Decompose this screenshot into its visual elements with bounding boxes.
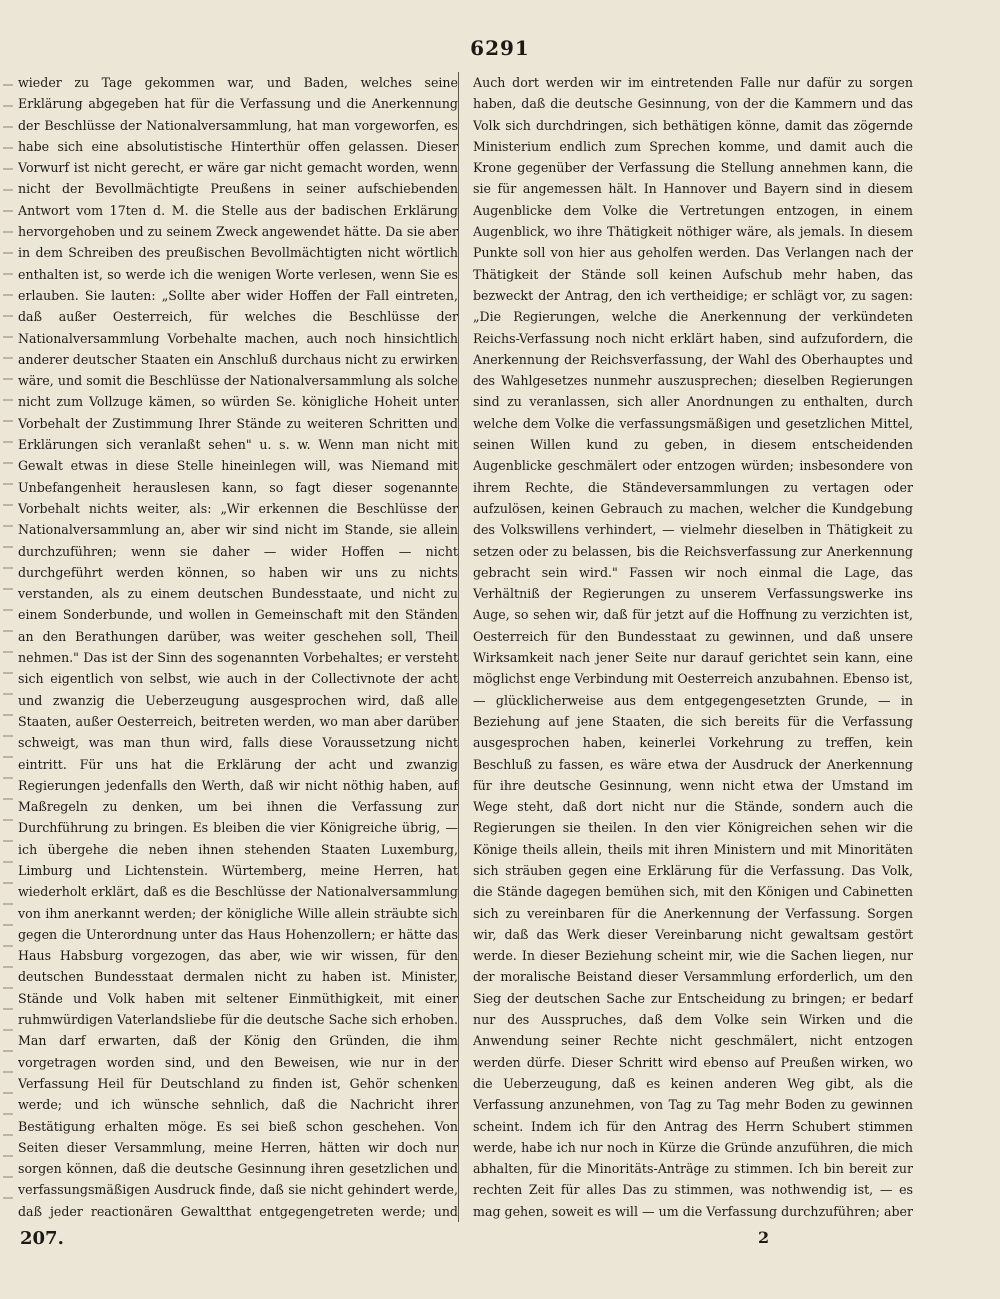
right-column-text: Auch dort werden wir im eintretenden Falle nur dafür zu sorgen haben, daß die deutsche Gesinnung, von der die Kammern und das Volk sich durchdringen, sich bethätigen könne, damit das zögernde Ministerium endlich zum Sprechen komme, und damit auch die Krone gegenüber der Verfassung die Stellung annehmen kann, die sie für angemessen hält. In Hannover und Bayern sind in diesem Augenblicke dem Volke die Vertretungen entzogen, in einem Augenblick, wo ihre Thätigkeit nöthiger wäre, als jemals. In diesem Punkte soll von hier aus geholfen werden. Das Verlangen nach der Thätigkeit der Stände soll keinen Aufschub mehr haben, das bezweckt der Antrag, den ich vertheidige; er schlägt vor, zu sagen: „Die Regierungen, welche die Anerkennung der verkündeten Reichs-Verfassung noch nicht erklärt haben, sind aufzufordern, die Anerkennung der Reichsverfassung, der Wahl des Oberhauptes und des Wahlgesetzes nunmehr auszusprechen; dieselben Regierungen sind zu veranlassen, sich aller Anordnungen zu enthalten, durch welche dem Volke die verfassungsmäßigen und gesetzlichen Mittel, seinen Willen kund zu geben, in diesem entscheidenden Augenblicke geschmälert oder entzogen würden; insbesondere von ihrem Rechte, die Ständeversammlungen zu vertagen oder aufzulösen, keinen Gebrauch zu machen, welcher die Kundgebung des Volkswillens verhindert, — vielmehr dieselben in Thätigkeit zu setzen oder zu belassen, bis die Reichsverfassung zur Anerkennung gebracht sein wird." Fassen wir noch einmal die Lage, das Verhältniß der Regierungen zu unserem Verfassungswerke ins Auge, so sehen wir, daß für jetzt auf die Hoffnung zu verzichten ist, Oesterreich für den Bundesstaat zu gewinnen, und daß unsere Wirksamkeit nach jener Seite nur darauf gerichtet sein kann, eine möglichst enge Verbindung mit Oesterreich anzubahnen. Ebenso ist, — glücklicherweise aus dem entgegengesetzten Grunde, — in Beziehung auf jene Staaten, die sich bereits für die Verfassung ausgesprochen haben, keinerlei Vorkehrung zu treffen, kein Beschluß zu fassen, es wäre etwa der Ausdruck der Anerkennung für ihre deutsche Gesinnung, wenn nicht etwa der Umstand im Wege steht, daß dort nicht nur die Stände, sondern auch die Regierungen sie theilen. In den vier Königreichen sehen wir die Könige theils allein, theils mit ihren Ministern und mit Minoritäten sich sträuben gegen eine Erklärung für die Verfassung. Das Volk, die Stände dagegen bemühen sich, mit den Königen und Cabinetten sich zu vereinbaren für die Anerkennung der Verfassung. Sorgen wir, daß das Werk dieser Vereinbarung nicht gewaltsam gestört werde. In dieser Beziehung scheint mir, wie die Sachen liegen, nur der moralische Beistand dieser Versammlung erforderlich, um den Sieg der deutschen Sache zur Entscheidung zu bringen; er bedarf nur des Ausspruches, daß dem Volke sein Wirken und die Anwendung seiner Rechte nicht geschmälert, nicht entzogen werden dürfe. Dieser Schritt wird ebenso auf Preußen wirken, wo die Ueberzeugung, daß es keinen anderen Weg gibt, als die Verfassung anzunehmen, von Tag zu Tag mehr Boden zu gewinnen scheint. Indem ich für den Antrag des Herrn Schubert stimmen werde, habe ich nur noch in Kürze die Gründe anzuführen, die mich abhalten, für die Minoritäts-Anträge zu stimmen. Ich bin bereit zur rechten Zeit für alles Das zu stimmen, was nothwendig ist, — es mag gehen, soweit es will — um die Verfassung durchzuführen; aber — [473, 75, 913, 1219]
sheet-mark: 2 — [758, 1228, 770, 1247]
right-column — [473, 72, 913, 1222]
signature-mark: 207. — [20, 1228, 64, 1249]
left-column — [18, 72, 458, 1222]
left-column-text: wieder zu Tage gekommen war, und Baden, welches seine Erklärung abgegeben hat für die Verfassung und die Anerkennung der Beschlüsse der Nationalversammlung, hat man vorgeworfen, es habe sich eine absolutistische Hinterthür offen gelassen. Dieser Vorwurf ist nicht gerecht, er wäre gar nicht gemacht worden, wenn nicht der Bevollmächtigte Preußens in seiner aufschiebenden Antwort vom 17ten d. M. die Stelle aus der badischen Erklärung hervorgehoben und zu seinem Zweck angewendet hätte. Da sie aber in dem Schreiben des preußischen Bevollmächtigten nicht wörtlich enthalten ist, so werde ich die wenigen Worte verlesen, wenn Sie es erlauben. Sie lauten: „Sollte aber wider Hoffen der Fall eintreten, daß außer Oesterreich, für welches die Beschlüsse der Nationalversammlung Vorbehalte machen, auch noch hinsichtlich anderer deutscher Staaten ein Anschluß durchaus nicht zu erwirken wäre, und somit die Beschlüsse der Nationalversammlung als solche nicht zum Vollzuge kämen, so würden Se. königliche Hoheit unter Vorbehalt der Zustimmung Ihrer Stände zu weiteren Schritten und Erklärungen sich veranlaßt sehen" u. s. w. Wenn man nicht mit Gewalt etwas in diese Stelle hineinlegen will, was Niemand mit Unbefangenheit herauslesen kann, so fagt dieser sogenannte Vorbehalt nichts weiter, als: „Wir erkennen die Beschlüsse der Nationalversammlung an, aber wir sind nicht im Stande, sie allein durchzuführen; wenn sie daher — wider Hoffen — nicht durchgeführt werden können, so haben wir uns zu nichts verstanden, als zu einem deutschen Bundesstaate, und nicht zu einem Sonderbunde, und wollen in Gemeinschaft mit den Ständen an den Berathungen darüber, was weiter geschehen soll, Theil nehmen." Das ist der Sinn des sogenannten Vorbehaltes; er versteht sich eigentlich von selbst, wie auch in der Collectivnote der acht und zwanzig die Ueberzeugung ausgesprochen wird, daß alle Staaten, außer Oesterreich, beitreten werden, wo man aber darüber schweigt, was man thun wird, falls diese Voraussetzung nicht eintritt. Für uns hat die Erklärung der acht und zwanzig Regierungen jedenfalls den Werth, daß wir nicht nöthig haben, auf Maßregeln zu denken, um bei ihnen die Verfassung zur Durchführung zu bringen. Es bleiben die vier Königreiche übrig, — ich übergehe die neben ihnen stehenden Staaten Luxemburg, Limburg und Lichtenstein. Würtemberg, meine Herren, hat wiederholt erklärt, daß es die Beschlüsse der Nationalversammlung von ihm anerkannt werden; der königliche Wille allein sträubte sich gegen die Unterordnung unter das Haus Hohenzollern; er hätte das Haus Habsburg vorgezogen, das aber, wie wir wissen, für den deutschen Bundesstaat dermalen nicht zu haben ist. Minister, Stände und Volk haben mit seltener Einmüthigkeit, mit einer ruhmwürdigen Vaterlandsliebe für die deutsche Sache sich erhoben. Man darf erwarten, daß der König den Gründen, die ihm vorgetragen worden sind, und den Beweisen, wie nur in der Verfassung Heil für Deutschland zu finden ist, Gehör schenken werde; und ich wünsche sehnlich, daß die Nachricht ihrer Bestätigung erhalten möge. Es sei bieß schon geschehen. Von Seiten dieser Versammlung, meine Herren, hätten wir doch nur sorgen können, daß die deutsche Gesinnung ihren gesetzlichen und verfassungsmäßigen Ausdruck finde, daß sie nicht gehindert werde, daß jeder reactionären Gewaltthat entgegengetreten werde; und — [18, 75, 458, 1219]
column-divider — [458, 72, 459, 1222]
margin-marks — [3, 84, 13, 1214]
page-number: 6291 — [470, 36, 530, 60]
